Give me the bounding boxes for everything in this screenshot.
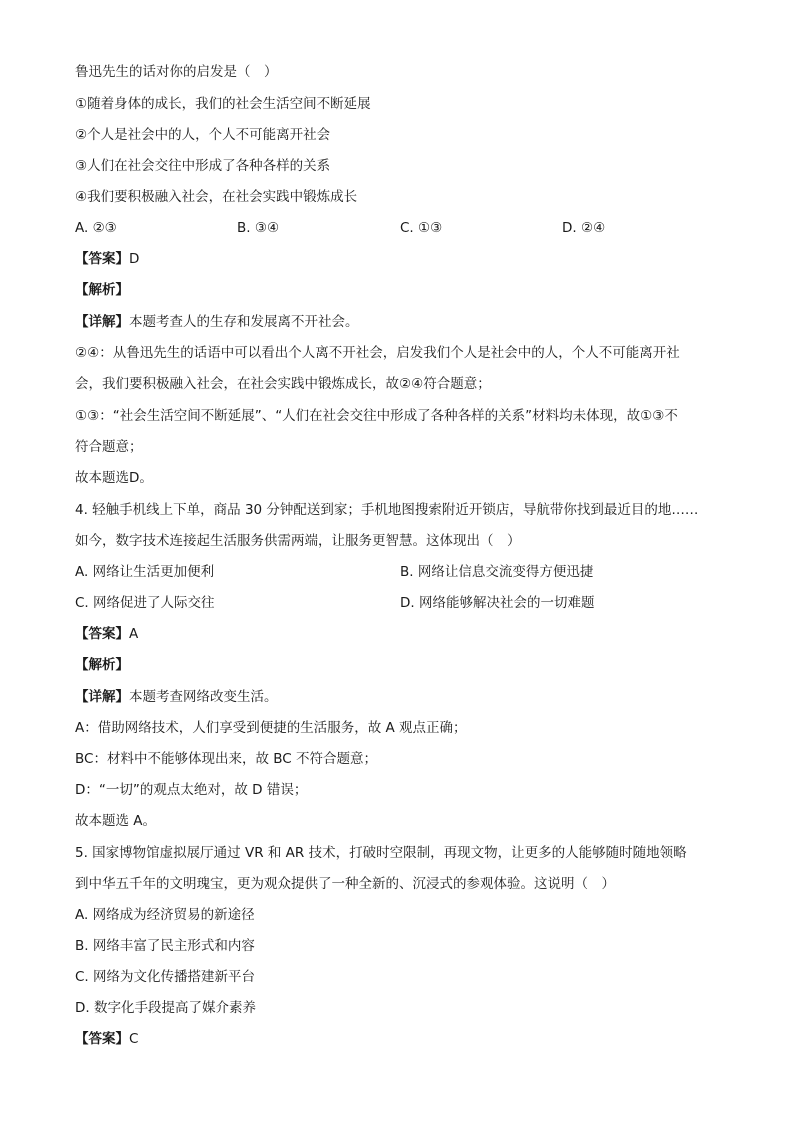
q3-option-d: D. ②④: [562, 220, 606, 236]
q3-conclusion: 故本题选D。: [75, 470, 153, 486]
q3-explain-line: ①③：“社会生活空间不断延展”、“人们在社会交往中形成了各种各样的关系”材料均未体现，故①③不: [75, 408, 678, 424]
detail-label: 【详解】: [75, 689, 129, 705]
q4-detail: [75, 687, 278, 707]
q4-option-c: C. 网络促进了人际交往: [75, 595, 215, 611]
q3-analysis-label: 【解析】: [75, 282, 129, 298]
q3-option-b: B. ③④: [237, 220, 280, 236]
q5-stem-line-1: 5. 国家博物馆虚拟展厅通过 VR 和 AR 技术，打破时空限制，再现文物，让更多的人能够随时随地领略: [75, 845, 687, 861]
q3-item-4: ④我们要积极融入社会，在社会实践中锻炼成长: [75, 189, 358, 205]
answer-label: 【答案】: [75, 1031, 129, 1047]
q3-option-a: A. ②③: [75, 220, 117, 236]
q3-item-2: ②个人是社会中的人，个人不可能离开社会: [75, 127, 331, 143]
q4-conclusion: 故本题选 A。: [75, 813, 157, 829]
q3-explain-line: 符合题意；: [75, 439, 143, 455]
answer-value: D: [129, 251, 140, 267]
q3-item-3: ③人们在社会交往中形成了各种各样的关系: [75, 158, 331, 174]
answer-value: A: [129, 626, 139, 642]
q3-detail: [75, 312, 359, 332]
q4-option-a: A. 网络让生活更加便利: [75, 564, 215, 580]
q4-explain-line: D：“一切”的观点太绝对，故 D 错误；: [75, 782, 308, 798]
detail-text: 本题考查网络改变生活。: [129, 689, 278, 705]
q4-analysis-label: 【解析】: [75, 657, 129, 673]
q4-option-d: D. 网络能够解决社会的一切难题: [400, 595, 595, 611]
q4-stem-line-1: 4. 轻触手机线上下单，商品 30 分钟配送到家；手机地图搜索附近开锁店，导航带你找到最近目的地……: [75, 502, 699, 518]
q3-stem: 鲁迅先生的话对你的启发是（ ）: [75, 64, 278, 80]
answer-label: 【答案】: [75, 251, 129, 267]
q5-stem-line-2: 到中华五千年的文明瑰宝，更为观众提供了一种全新的、沉浸式的参观体验。这说明（ ）: [75, 876, 615, 892]
q5-answer: [75, 1029, 138, 1049]
q5-option-d: D. 数字化手段提高了媒介素养: [75, 1000, 256, 1016]
detail-text: 本题考查人的生存和发展离不开社会。: [129, 314, 359, 330]
q4-explain-line: BC：材料中不能够体现出来，故 BC 不符合题意；: [75, 751, 377, 767]
q3-answer: [75, 249, 139, 269]
q3-option-c: C. ①③: [400, 220, 443, 236]
q5-option-b: B. 网络丰富了民主形式和内容: [75, 938, 255, 954]
q4-option-b: B. 网络让信息交流变得方便迅捷: [400, 564, 594, 580]
q4-answer: [75, 624, 138, 644]
q5-option-a: A. 网络成为经济贸易的新途径: [75, 907, 255, 923]
answer-label: 【答案】: [75, 626, 129, 642]
q4-explain-line: A：借助网络技术，人们享受到便捷的生活服务，故 A 观点正确；: [75, 720, 467, 736]
answer-value: C: [129, 1031, 139, 1047]
q4-stem-line-2: 如今，数字技术连接起生活服务供需两端，让服务更智慧。这体现出（ ）: [75, 533, 521, 549]
detail-label: 【详解】: [75, 314, 129, 330]
q5-option-c: C. 网络为文化传播搭建新平台: [75, 969, 256, 985]
q3-explain-line: 会，我们要积极融入社会，在社会实践中锻炼成长，故②④符合题意；: [75, 376, 491, 392]
q3-explain-line: ②④：从鲁迅先生的话语中可以看出个人离不开社会，启发我们个人是社会中的人，个人不可能离开社: [75, 345, 680, 361]
q3-item-1: ①随着身体的成长，我们的社会生活空间不断延展: [75, 96, 371, 112]
